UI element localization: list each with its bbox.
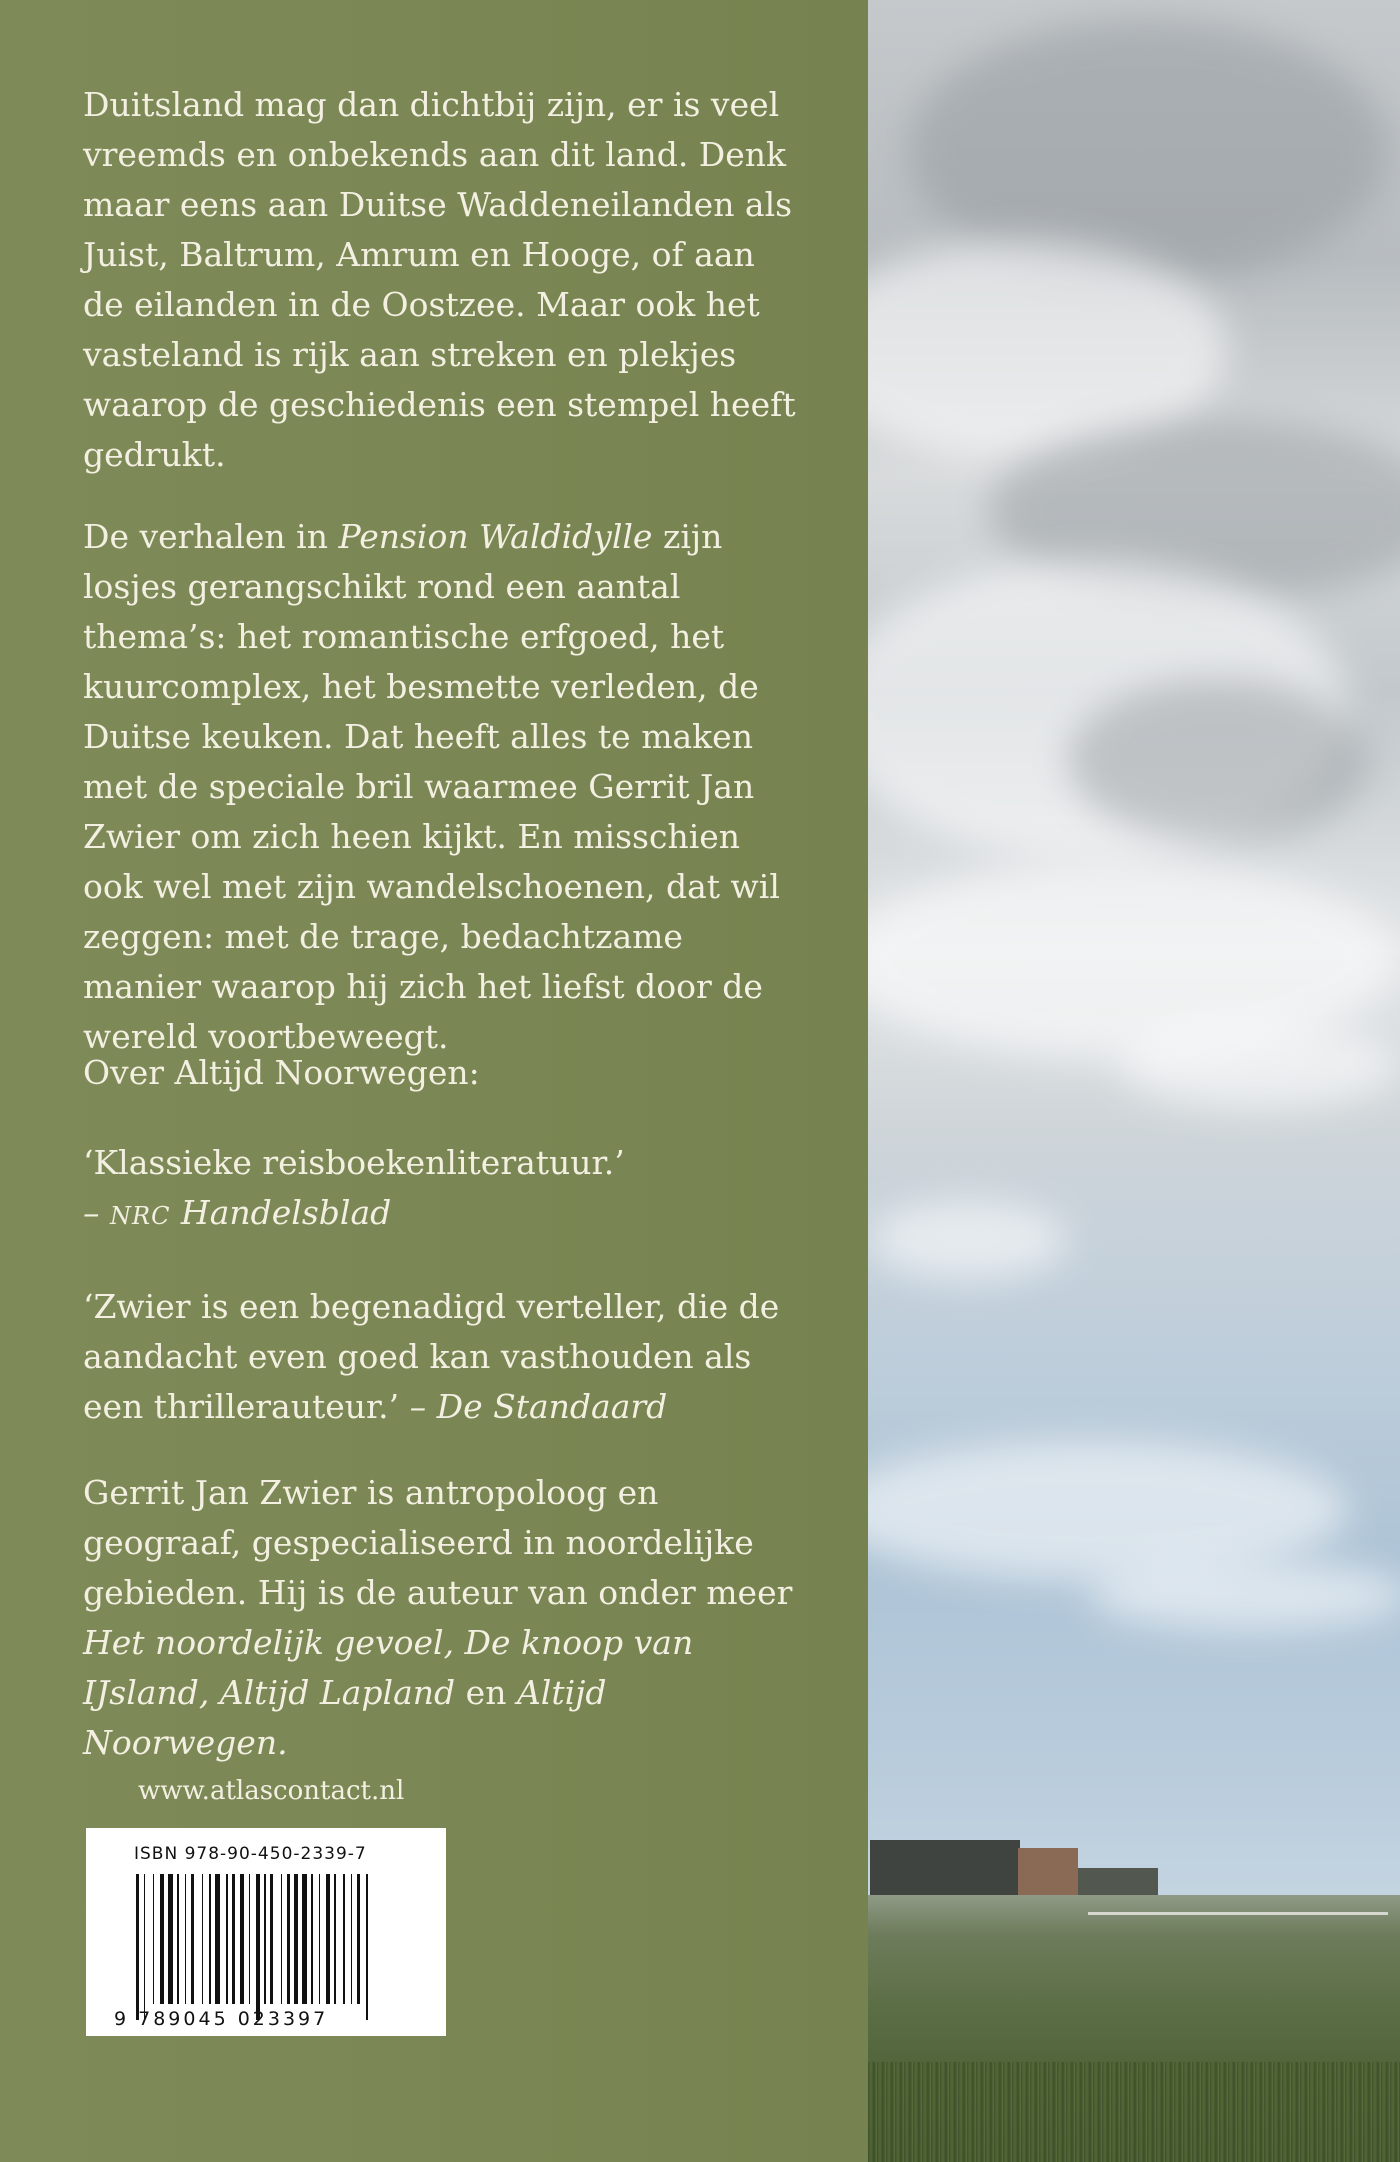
bio-sep-2: , <box>198 1673 220 1712</box>
reeds <box>868 2062 1400 2162</box>
barcode-bar <box>153 1874 155 2004</box>
barcode-bar <box>334 1874 336 2004</box>
bio-book-2: De knoop van IJsland <box>83 1623 694 1712</box>
cloud <box>1118 1020 1398 1110</box>
book-title: Pension Waldidylle <box>338 517 653 556</box>
barcode-bar <box>357 1874 360 2004</box>
quote-1-dash: – <box>83 1193 110 1232</box>
blurb-2-start: De verhalen in <box>83 517 339 556</box>
quote-1-source-sc: NRC <box>110 1202 171 1230</box>
isbn-barcode <box>86 1828 446 2036</box>
barcode-bar <box>191 1874 194 2004</box>
author-bio <box>83 1468 803 1768</box>
barcode-bar <box>144 1874 146 2020</box>
barcode-bar <box>240 1874 245 2004</box>
quote-2-text: ‘Zwier is een begenadigd verteller, die de aandacht even goed kan vasthouden als een thrillerauteur.’ <box>83 1287 780 1426</box>
barcode-bar <box>256 1874 259 2020</box>
quote-2-source: – De Standaard <box>409 1387 668 1426</box>
barcode-bar <box>185 1874 187 2004</box>
farm-shed <box>1078 1868 1158 1895</box>
barcode-bar <box>264 1874 266 2004</box>
barcode-digits: 9 789045 023397 <box>114 2008 329 2030</box>
barcode-bars <box>136 1874 426 2004</box>
barcode-bar <box>232 1874 235 2004</box>
review-quote-1 <box>83 1138 803 1241</box>
barcode-bar <box>249 1874 251 2004</box>
barcode-bar <box>209 1874 211 2004</box>
cloud <box>1068 680 1368 840</box>
barcode-bar <box>177 1874 179 2004</box>
review-heading <box>83 1048 803 1098</box>
barcode-bar <box>302 1874 307 2004</box>
barcode-bar <box>351 1874 353 2004</box>
barcode-bar <box>366 1874 368 2020</box>
bio-sep-3: en <box>455 1673 517 1712</box>
quote-1-text: ‘Klassieke reisboekenliteratuur.’ <box>83 1143 625 1182</box>
bio-book-4: Altijd Noorwegen <box>83 1673 607 1762</box>
author-bio-text <box>83 1468 803 1768</box>
blurb-text-2 <box>83 512 803 1062</box>
barcode-bar <box>281 1874 283 2004</box>
landscape-photo <box>868 0 1400 2162</box>
bio-sep-1: , <box>443 1623 465 1662</box>
review-heading-text: Over Altijd Noorwegen: <box>83 1053 480 1092</box>
barcode-bar <box>136 1874 139 2020</box>
fence <box>1088 1912 1388 1915</box>
blurb-paragraph-2 <box>83 512 803 1062</box>
quote-1-source <box>83 1188 803 1241</box>
bio-end: . <box>277 1723 288 1762</box>
barcode-bar <box>226 1874 228 2004</box>
barcode-bar <box>294 1874 297 2004</box>
cloud <box>868 1440 1348 1580</box>
review-quote-2 <box>83 1282 803 1432</box>
blurb-paragraph-1 <box>83 80 803 480</box>
quote-1-source-name: Handelsblad <box>170 1193 392 1232</box>
bio-book-1: Het noordelijk gevoel <box>83 1623 444 1662</box>
bio-book-3: Altijd Lapland <box>219 1673 456 1712</box>
isbn-label: ISBN 978-90-450-2339-7 <box>134 1844 367 1864</box>
blurb-text-1: Duitsland mag dan dichtbij zijn, er is veel vreemds en onbekends aan dit land. Denk maar eens aan Duitse Waddeneilanden als Juist, Baltrum, Amrum en Hooge, of aan de eilanden in de Oostzee. Maar ook het vasteland is rijk aan streken en plekjes waarop de geschiedenis een stempel heeft gedrukt. <box>83 85 796 474</box>
barcode-bar <box>311 1874 313 2004</box>
farm-building <box>870 1840 1020 1895</box>
blurb-2-rest: zijn losjes gerangschikt rond een aantal thema’s: het romantische erfgoed, het kuurcomplex, het besmette verleden, de Duitse keuken. Dat heeft alles te maken met de speciale bril waarmee Gerrit Jan Zwier om zich heen kijkt. En misschien ook wel met zijn wandelschoenen, dat wil zeggen: met de trage, bedachtzame manier waarop hij zich het liefst door de wereld voortbeweegt. <box>83 517 780 1056</box>
barcode-bar <box>215 1874 220 2004</box>
quote-2-paragraph <box>83 1282 803 1432</box>
barcode-bar <box>270 1874 273 2004</box>
barcode-bar <box>319 1874 321 2004</box>
bio-text: Gerrit Jan Zwier is antropoloog en geograaf, gespecialiseerd in noordelijke gebieden. Hij is de auteur van onder meer <box>83 1473 793 1612</box>
barcode-bar <box>343 1874 345 2004</box>
farm-roof <box>1018 1848 1078 1895</box>
grass-field <box>868 1895 1400 2162</box>
barcode-bar <box>326 1874 329 2004</box>
barcode-bar <box>160 1874 163 2004</box>
barcode-bar <box>202 1874 204 2004</box>
barcode-bar <box>168 1874 173 2004</box>
barcode-bar <box>287 1874 290 2004</box>
cloud <box>1088 1560 1400 1630</box>
publisher-website: www.atlascontact.nl <box>138 1776 405 1806</box>
cloud <box>868 1200 1068 1280</box>
